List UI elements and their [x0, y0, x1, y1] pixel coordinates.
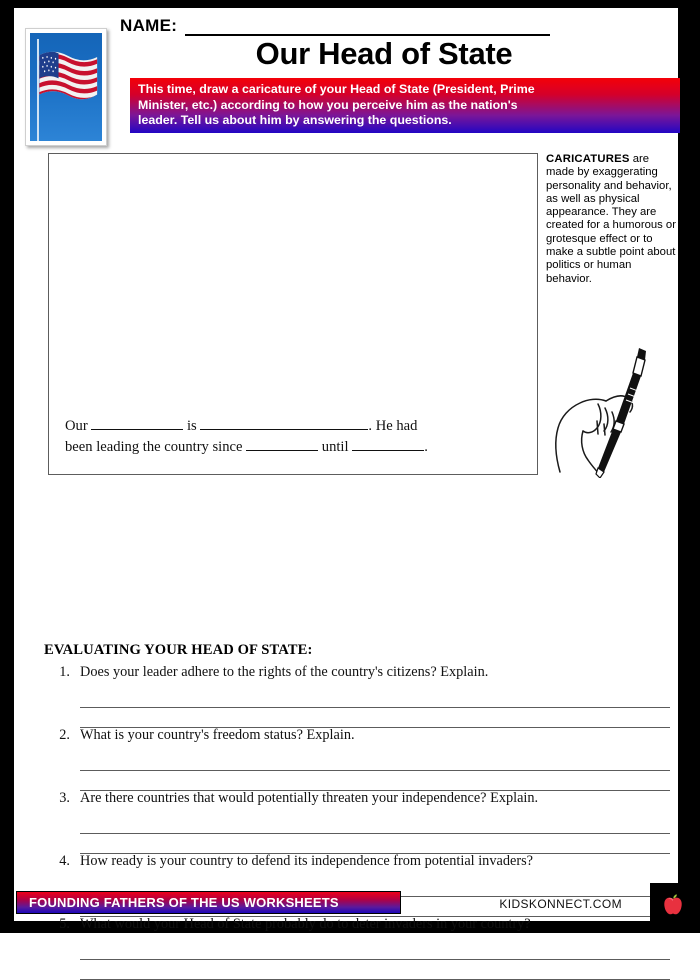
caricature-definition-text: are made by exaggerating personality and behavior, as well as physical appearance. They are created for a humorous or grotesque effect or to make a subtle point about politics or human behavior.: [546, 153, 676, 285]
footer-website: KIDSKONNECT.COM: [499, 897, 622, 911]
question-item: [44, 727, 684, 790]
instruction-line-2: Minister, etc.) according to how you perceive him as the nation's: [138, 97, 518, 112]
blank-leader-title[interactable]: [91, 429, 183, 430]
sentence-part-5: until: [318, 439, 353, 455]
us-flag-icon: [30, 33, 102, 141]
answer-line[interactable]: [80, 834, 670, 854]
sentence-part-3: . He had: [368, 418, 418, 434]
blank-start-year[interactable]: [246, 450, 318, 451]
instruction-line-1: This time, draw a caricature of your Head of State (President, Prime: [138, 82, 535, 96]
instruction-line-3: leader. Tell us about him by answering the questions.: [138, 113, 452, 127]
drawing-area: [14, 150, 678, 480]
answer-lines[interactable]: [80, 751, 670, 791]
blank-end-year[interactable]: [352, 450, 424, 451]
name-label: NAME:: [120, 16, 178, 35]
answer-line[interactable]: [80, 940, 670, 960]
page-title: Our Head of State: [255, 36, 513, 71]
question-number: 3.: [59, 790, 70, 806]
question-number: 5.: [59, 916, 70, 932]
question-item: [44, 664, 684, 727]
caricature-definition-note: [546, 153, 676, 286]
question-text: How ready is your country to defend its independence from potential invaders?: [80, 853, 533, 869]
question-item: [44, 916, 684, 979]
answer-line[interactable]: [80, 960, 670, 980]
question-item: [44, 790, 684, 853]
hand-holding-pen-icon: [542, 346, 682, 478]
question-text: Does your leader adhere to the rights of the country's citizens? Explain.: [80, 664, 489, 680]
us-flag-photo-frame: [25, 28, 107, 146]
footer-series-banner: FOUNDING FATHERS OF THE US WORKSHEETS: [16, 891, 401, 914]
blank-leader-name[interactable]: [200, 429, 368, 430]
fountain-pen-icon: [596, 348, 646, 478]
answer-lines[interactable]: [80, 814, 670, 854]
caricature-term: CARICATURES: [546, 153, 630, 165]
worksheet-header: [14, 8, 678, 148]
questions-list: [44, 664, 684, 979]
answer-line[interactable]: [80, 708, 670, 728]
sentence-part-2: is: [183, 418, 201, 434]
answer-line[interactable]: [80, 814, 670, 834]
name-field-row: [120, 16, 550, 36]
question-number: 2.: [59, 727, 70, 743]
instruction-banner: [130, 78, 680, 133]
answer-line[interactable]: [80, 771, 670, 791]
sentence-part-4: been leading the country since: [65, 439, 247, 455]
worksheet-sheet: [14, 8, 678, 932]
flag-waving-graphic: [38, 48, 98, 111]
fill-in-sentence: [65, 416, 525, 458]
answer-lines[interactable]: [80, 940, 670, 980]
questions-heading: EVALUATING YOUR HEAD OF STATE:: [44, 642, 313, 658]
name-input-blank[interactable]: [185, 18, 550, 36]
answer-line[interactable]: [80, 751, 670, 771]
red-apple-logo-icon: [660, 892, 686, 918]
answer-line[interactable]: [80, 688, 670, 708]
question-text: What is your country's freedom status? Explain.: [80, 727, 355, 743]
question-number: 1.: [59, 664, 70, 680]
worksheet-footer: [14, 889, 678, 925]
answer-lines[interactable]: [80, 688, 670, 728]
brand-logo: [650, 883, 696, 927]
question-text: Are there countries that would potentially threaten your independence? Explain.: [80, 790, 539, 806]
sentence-part-1: Our: [65, 418, 92, 434]
caricature-drawing-box[interactable]: [48, 153, 538, 475]
question-text: What would your Head of State probably do to deter invaders in your country?: [80, 916, 531, 932]
question-number: 4.: [59, 853, 70, 869]
sentence-part-6: .: [424, 439, 428, 455]
